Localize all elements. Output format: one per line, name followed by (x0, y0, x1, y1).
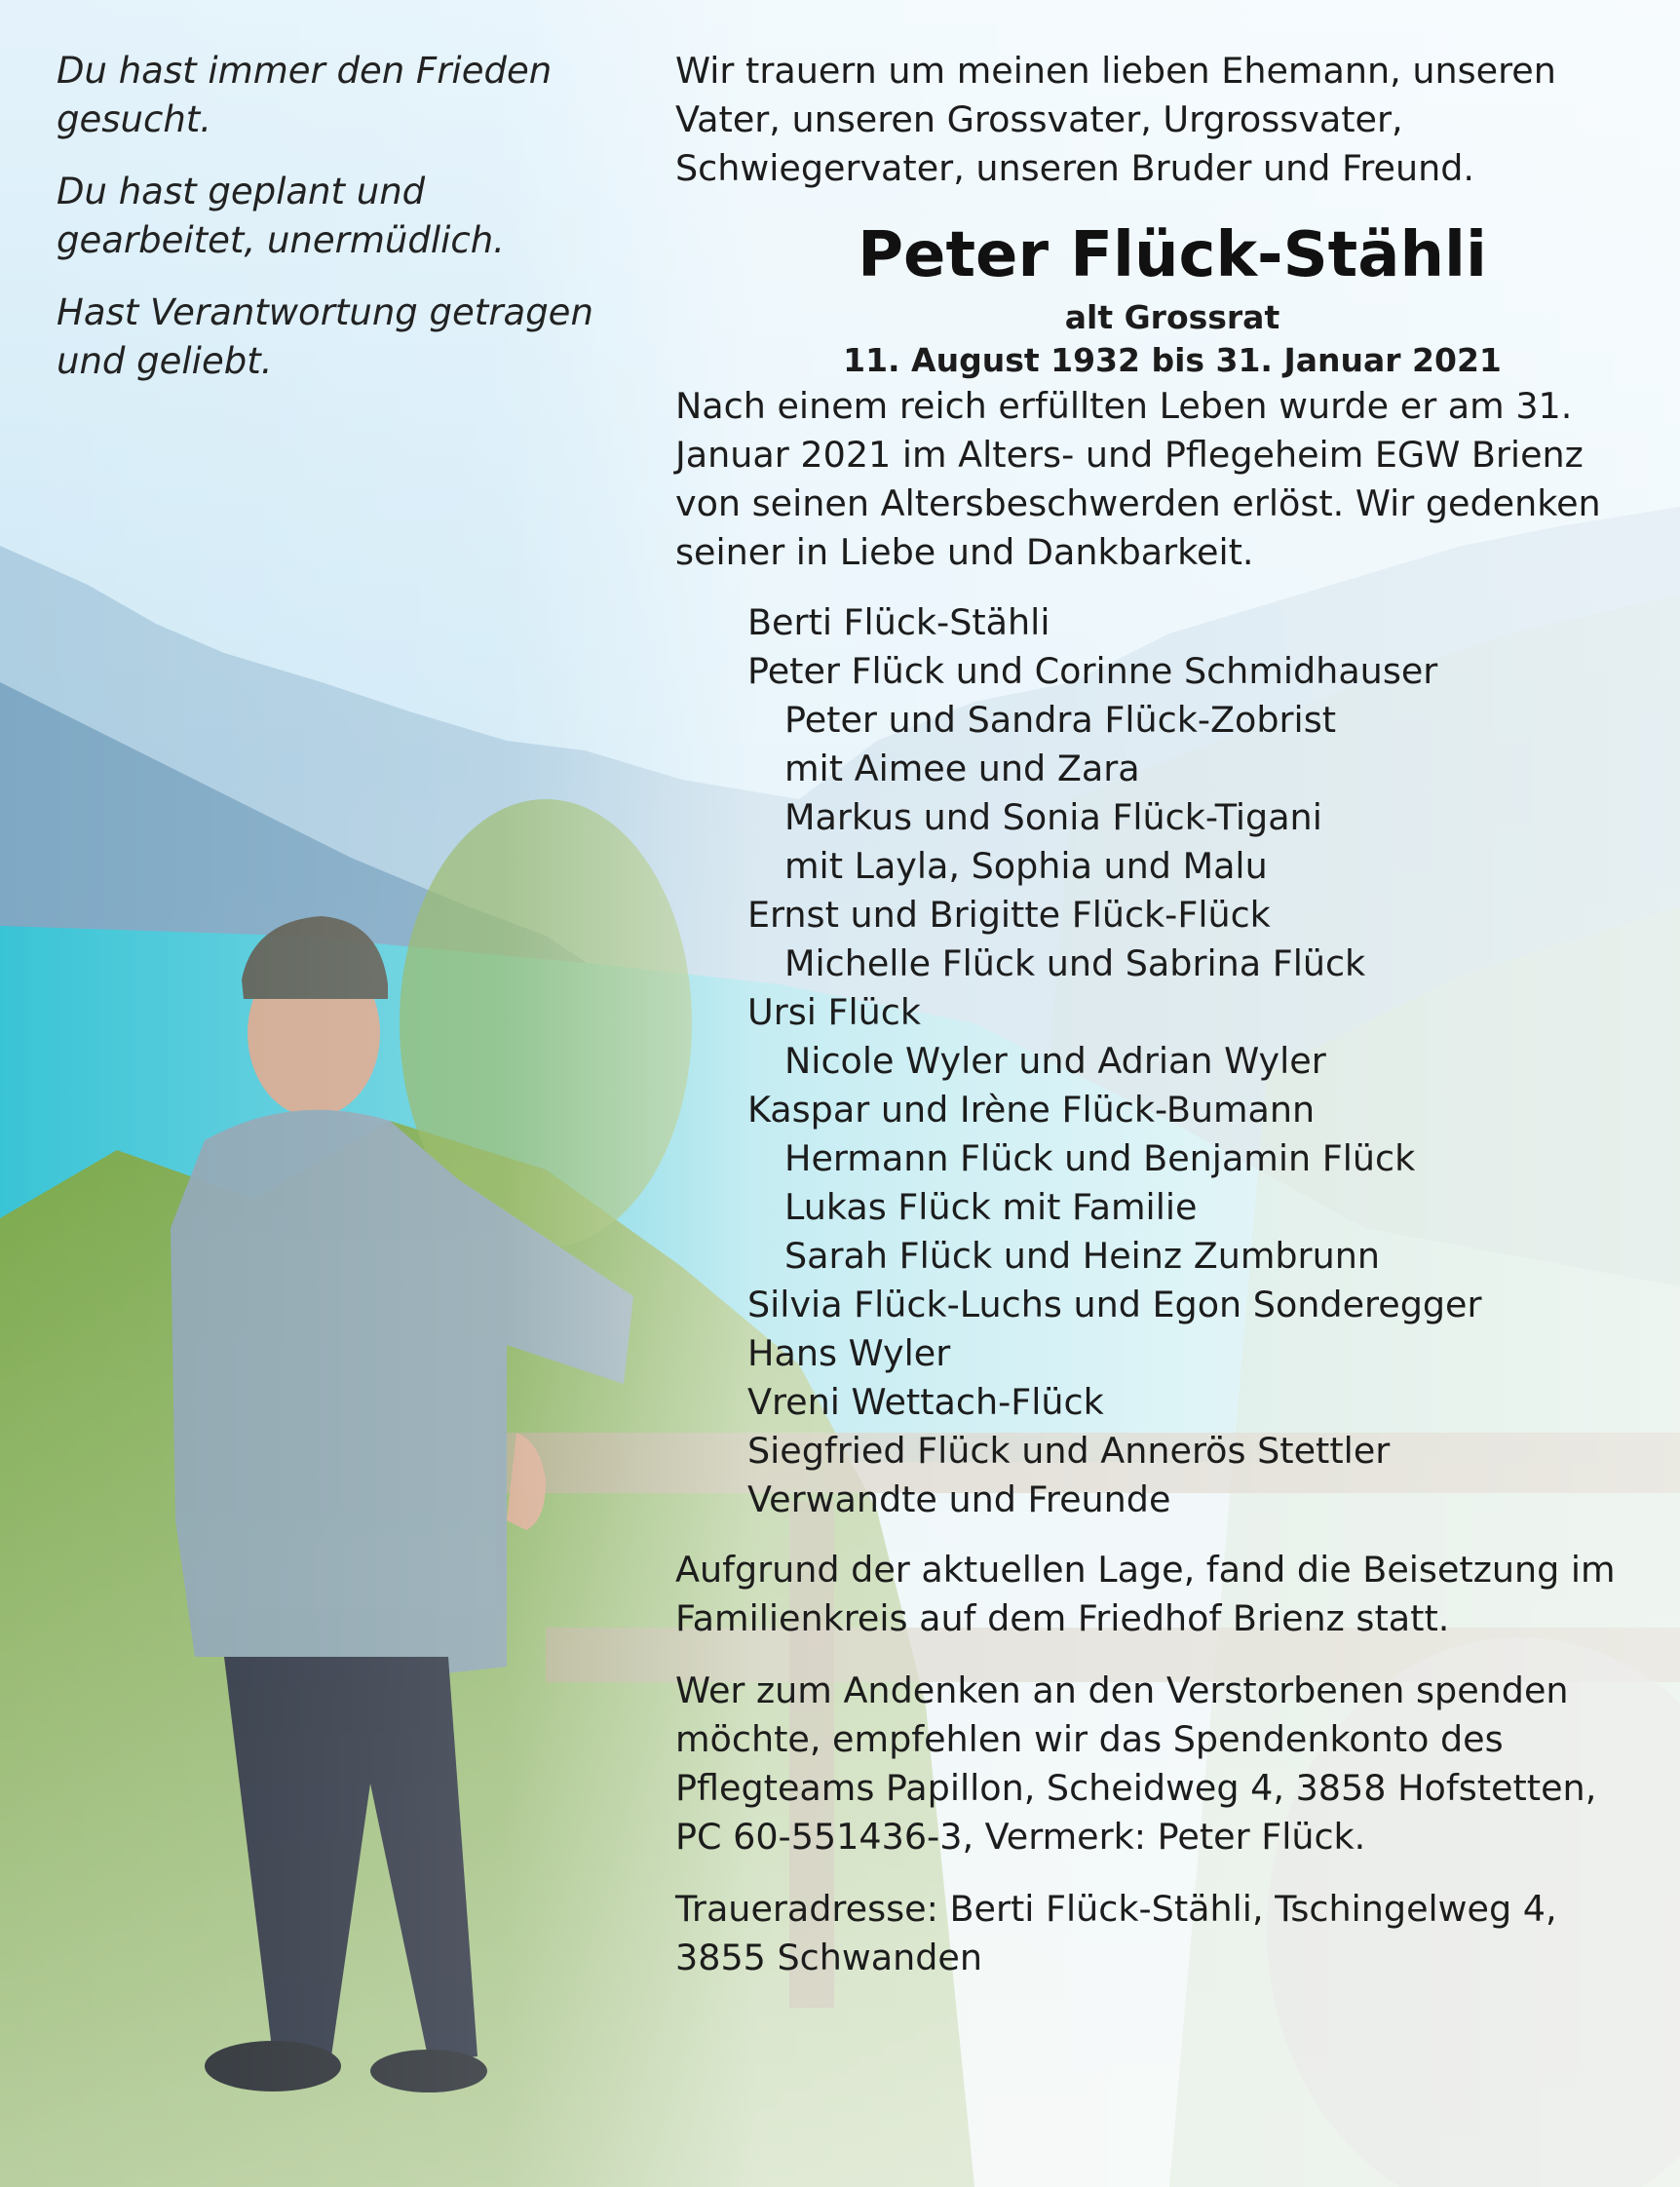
mourner-line: Sarah Flück und Heinz Zumbrunn (784, 1235, 1380, 1277)
mourners-list (675, 598, 1650, 1524)
mourning-address: Traueradresse: Berti Flück-Stähli, Tschingelweg 4, 3855 Schwanden (675, 1888, 1557, 1978)
obituary-content (675, 47, 1650, 1982)
mourner-line: mit Aimee und Zara (784, 748, 1140, 789)
mourner-line: Peter Flück und Corinne Schmidhauser (747, 650, 1438, 692)
mourner-line: mit Layla, Sophia und Malu (784, 845, 1268, 887)
poem-stanza: Du hast immer den Frieden gesucht. (57, 50, 553, 140)
intro-text: Wir trauern um meinen lieben Ehemann, unseren Vater, unseren Grossvater, Urgrossvater, Schwiegervater, unseren Bruder und Freund. (675, 50, 1556, 189)
mourner-line: Ernst und Brigitte Flück-Flück (747, 894, 1271, 936)
mourner-line: Nicole Wyler und Adrian Wyler (784, 1040, 1326, 1082)
donation-text: Wer zum Andenken an den Verstorbenen spenden möchte, empfehlen wir das Spendenkonto des Pflegteams Papillon, Scheidweg 4, 3858 Hofstetten, PC 60-551436-3, Vermerk: Peter Flück. (675, 1669, 1597, 1858)
mourner-line: Michelle Flück und Sabrina Flück (784, 942, 1366, 984)
mourner-line: Silvia Flück-Luchs und Egon Sonderegger (747, 1284, 1482, 1325)
mourner-line: Markus und Sonia Flück-Tigani (784, 796, 1322, 838)
poem-stanza: Du hast geplant und gearbeitet, unermüdlich. (57, 171, 505, 261)
mourner-line: Siegfried Flück und Annerös Stettler (747, 1430, 1391, 1472)
deceased-name: Peter Flück-Stähli (858, 219, 1487, 291)
body-text: Nach einem reich erfüllten Leben wurde er am 31. Januar 2021 im Alters- und Pflegeheim EGW Brienz von seinen Altersbeschwerden erlöst. Wir gedenken seiner in Liebe und Dankbarkeit. (675, 385, 1601, 573)
mourner-line: Lukas Flück mit Familie (784, 1186, 1198, 1228)
burial-text: Aufgrund der aktuellen Lage, fand die Beisetzung im Familienkreis auf dem Friedhof Brienz statt. (675, 1549, 1616, 1639)
mourner-line: Peter und Sandra Flück-Zobrist (784, 699, 1337, 741)
poem-stanza: Hast Verantwortung getragen und geliebt. (57, 291, 593, 382)
mourner-line: Verwandte und Freunde (747, 1478, 1171, 1520)
life-dates: 11. August 1932 bis 31. Januar 2021 (843, 341, 1502, 379)
mourner-line: Hermann Flück und Benjamin Flück (784, 1137, 1416, 1179)
poem (57, 47, 602, 409)
mourner-line: Ursi Flück (747, 991, 921, 1033)
mourner-line: Kaspar und Irène Flück-Bumann (747, 1089, 1316, 1131)
deceased-title: alt Grossrat (1064, 298, 1280, 336)
mourner-line: Berti Flück-Stähli (747, 601, 1050, 643)
mourner-line: Hans Wyler (747, 1332, 951, 1374)
mourner-line: Vreni Wettach-Flück (747, 1381, 1104, 1423)
